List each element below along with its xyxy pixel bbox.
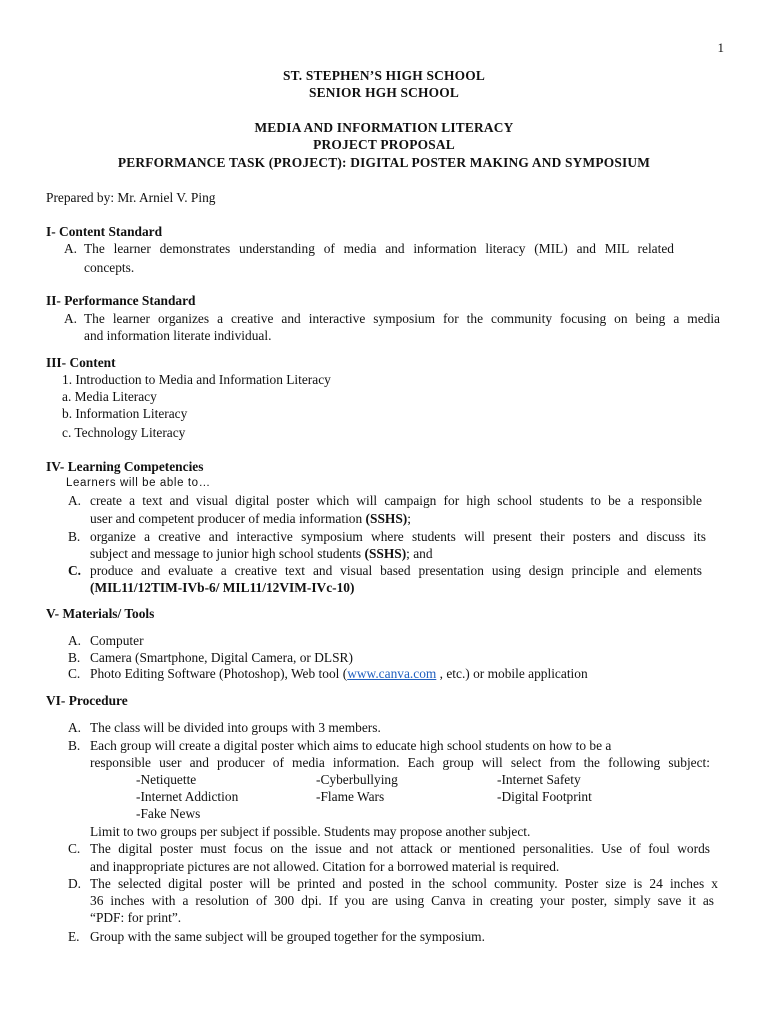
subject-title: MEDIA AND INFORMATION LITERACY	[254, 120, 514, 135]
list-marker: A.	[68, 493, 82, 508]
paragraph-line: The learner demonstrates understanding of media and information literacy (MIL) and MIL related	[84, 241, 674, 256]
list-item: a. Media Literacy	[62, 389, 157, 404]
paragraph-line: The selected digital poster will be printed and posted in the school community. Poster size is 24 inches x	[90, 876, 718, 891]
list-marker: C.	[68, 563, 82, 578]
list-item: Computer	[90, 633, 144, 648]
section-heading-learning-competencies: IV- Learning Competencies	[46, 459, 204, 474]
list-item: Photo Editing Software (Photoshop), Web tool (www.canva.com , etc.) or mobile application	[90, 666, 588, 681]
intro-text: Learners will be able to…	[66, 477, 211, 489]
paragraph-line: organize a creative and interactive symposium where students will present their posters and discuss its	[90, 529, 706, 544]
paragraph-line: user and competent producer of media information (SSHS);	[90, 511, 411, 526]
competency-code: (SSHS)	[364, 546, 407, 561]
paragraph-line: subject and message to junior high school students (SSHS); and	[90, 546, 433, 561]
subject-option: -Cyberbullying	[316, 772, 398, 787]
task-title: PERFORMANCE TASK (PROJECT): DIGITAL POSTER MAKING AND SYMPOSIUM	[117, 155, 651, 170]
page-number: 1	[717, 40, 724, 55]
competency-code: (MIL11/12TIM-IVb-6/ MIL11/12VIM-IVc-10)	[90, 580, 355, 595]
list-marker: B.	[68, 529, 81, 544]
limit-note: Limit to two groups per subject if possible. Students may propose another subject.	[90, 824, 531, 839]
paragraph-line: The digital poster must focus on the issue and not attack or mentioned personalities. Use of foul words	[90, 841, 710, 856]
list-marker: B.	[68, 738, 81, 753]
list-marker: C.	[68, 841, 81, 856]
paragraph-line: The learner organizes a creative and interactive symposium for the community focusing on being a media	[84, 311, 720, 326]
paragraph-line: 36 inches with a resolution of 300 dpi. If you are using Canva in creating your poster, simply save it as	[90, 893, 714, 908]
section-heading-content-standard: I- Content Standard	[46, 224, 163, 239]
section-heading-performance-standard: II- Performance Standard	[46, 293, 196, 308]
list-marker: B.	[68, 650, 81, 665]
list-item: The class will be divided into groups with 3 members.	[90, 720, 381, 735]
section-heading-procedure: VI- Procedure	[46, 693, 128, 708]
competency-code: (SSHS)	[365, 511, 408, 526]
list-marker: A.	[64, 311, 78, 326]
school-name: ST. STEPHEN’S HIGH SCHOOL	[283, 68, 485, 83]
canva-link[interactable]: www.canva.com	[347, 666, 437, 681]
subject-option: -Internet Safety	[497, 772, 581, 787]
section-heading-content: III- Content	[46, 355, 116, 370]
subject-option: -Netiquette	[136, 772, 197, 787]
list-item: Camera (Smartphone, Digital Camera, or DLSR)	[90, 650, 353, 665]
paragraph-line: and information literate individual.	[84, 328, 272, 343]
section-heading-materials-tools: V- Materials/ Tools	[46, 606, 155, 621]
prepared-by: Prepared by: Mr. Arniel V. Ping	[46, 190, 216, 205]
list-marker: A.	[68, 633, 82, 648]
document-type: PROJECT PROPOSAL	[313, 137, 455, 152]
list-item: Group with the same subject will be grouped together for the symposium.	[90, 929, 485, 944]
paragraph-line: responsible user and producer of media information. Each group will select from the following subject:	[90, 755, 710, 770]
paragraph-line: produce and evaluate a creative text and visual based presentation using design principle and elements	[90, 563, 702, 578]
school-division: SENIOR HGH SCHOOL	[309, 85, 459, 100]
subject-option: -Flame Wars	[316, 789, 385, 804]
subject-option: -Internet Addiction	[136, 789, 239, 804]
paragraph-line: “PDF: for print”.	[90, 910, 182, 925]
paragraph-line: concepts.	[84, 260, 135, 275]
list-item: b. Information Literacy	[62, 406, 188, 421]
list-marker: A.	[68, 720, 82, 735]
list-marker: C.	[68, 666, 81, 681]
paragraph-line: create a text and visual digital poster which will campaign for high school students to be a responsible	[90, 493, 702, 508]
list-item: c. Technology Literacy	[62, 425, 186, 440]
list-marker: D.	[68, 876, 82, 891]
paragraph-line: and inappropriate pictures are not allowed. Citation for a borrowed material is required.	[90, 859, 560, 874]
subject-option: -Digital Footprint	[497, 789, 592, 804]
list-marker: A.	[64, 241, 78, 256]
subject-option: -Fake News	[136, 806, 201, 821]
list-item: 1. Introduction to Media and Information Literacy	[62, 372, 331, 387]
paragraph-line: Each group will create a digital poster which aims to educate high school students on how to be a	[90, 738, 612, 753]
list-marker: E.	[68, 929, 80, 944]
